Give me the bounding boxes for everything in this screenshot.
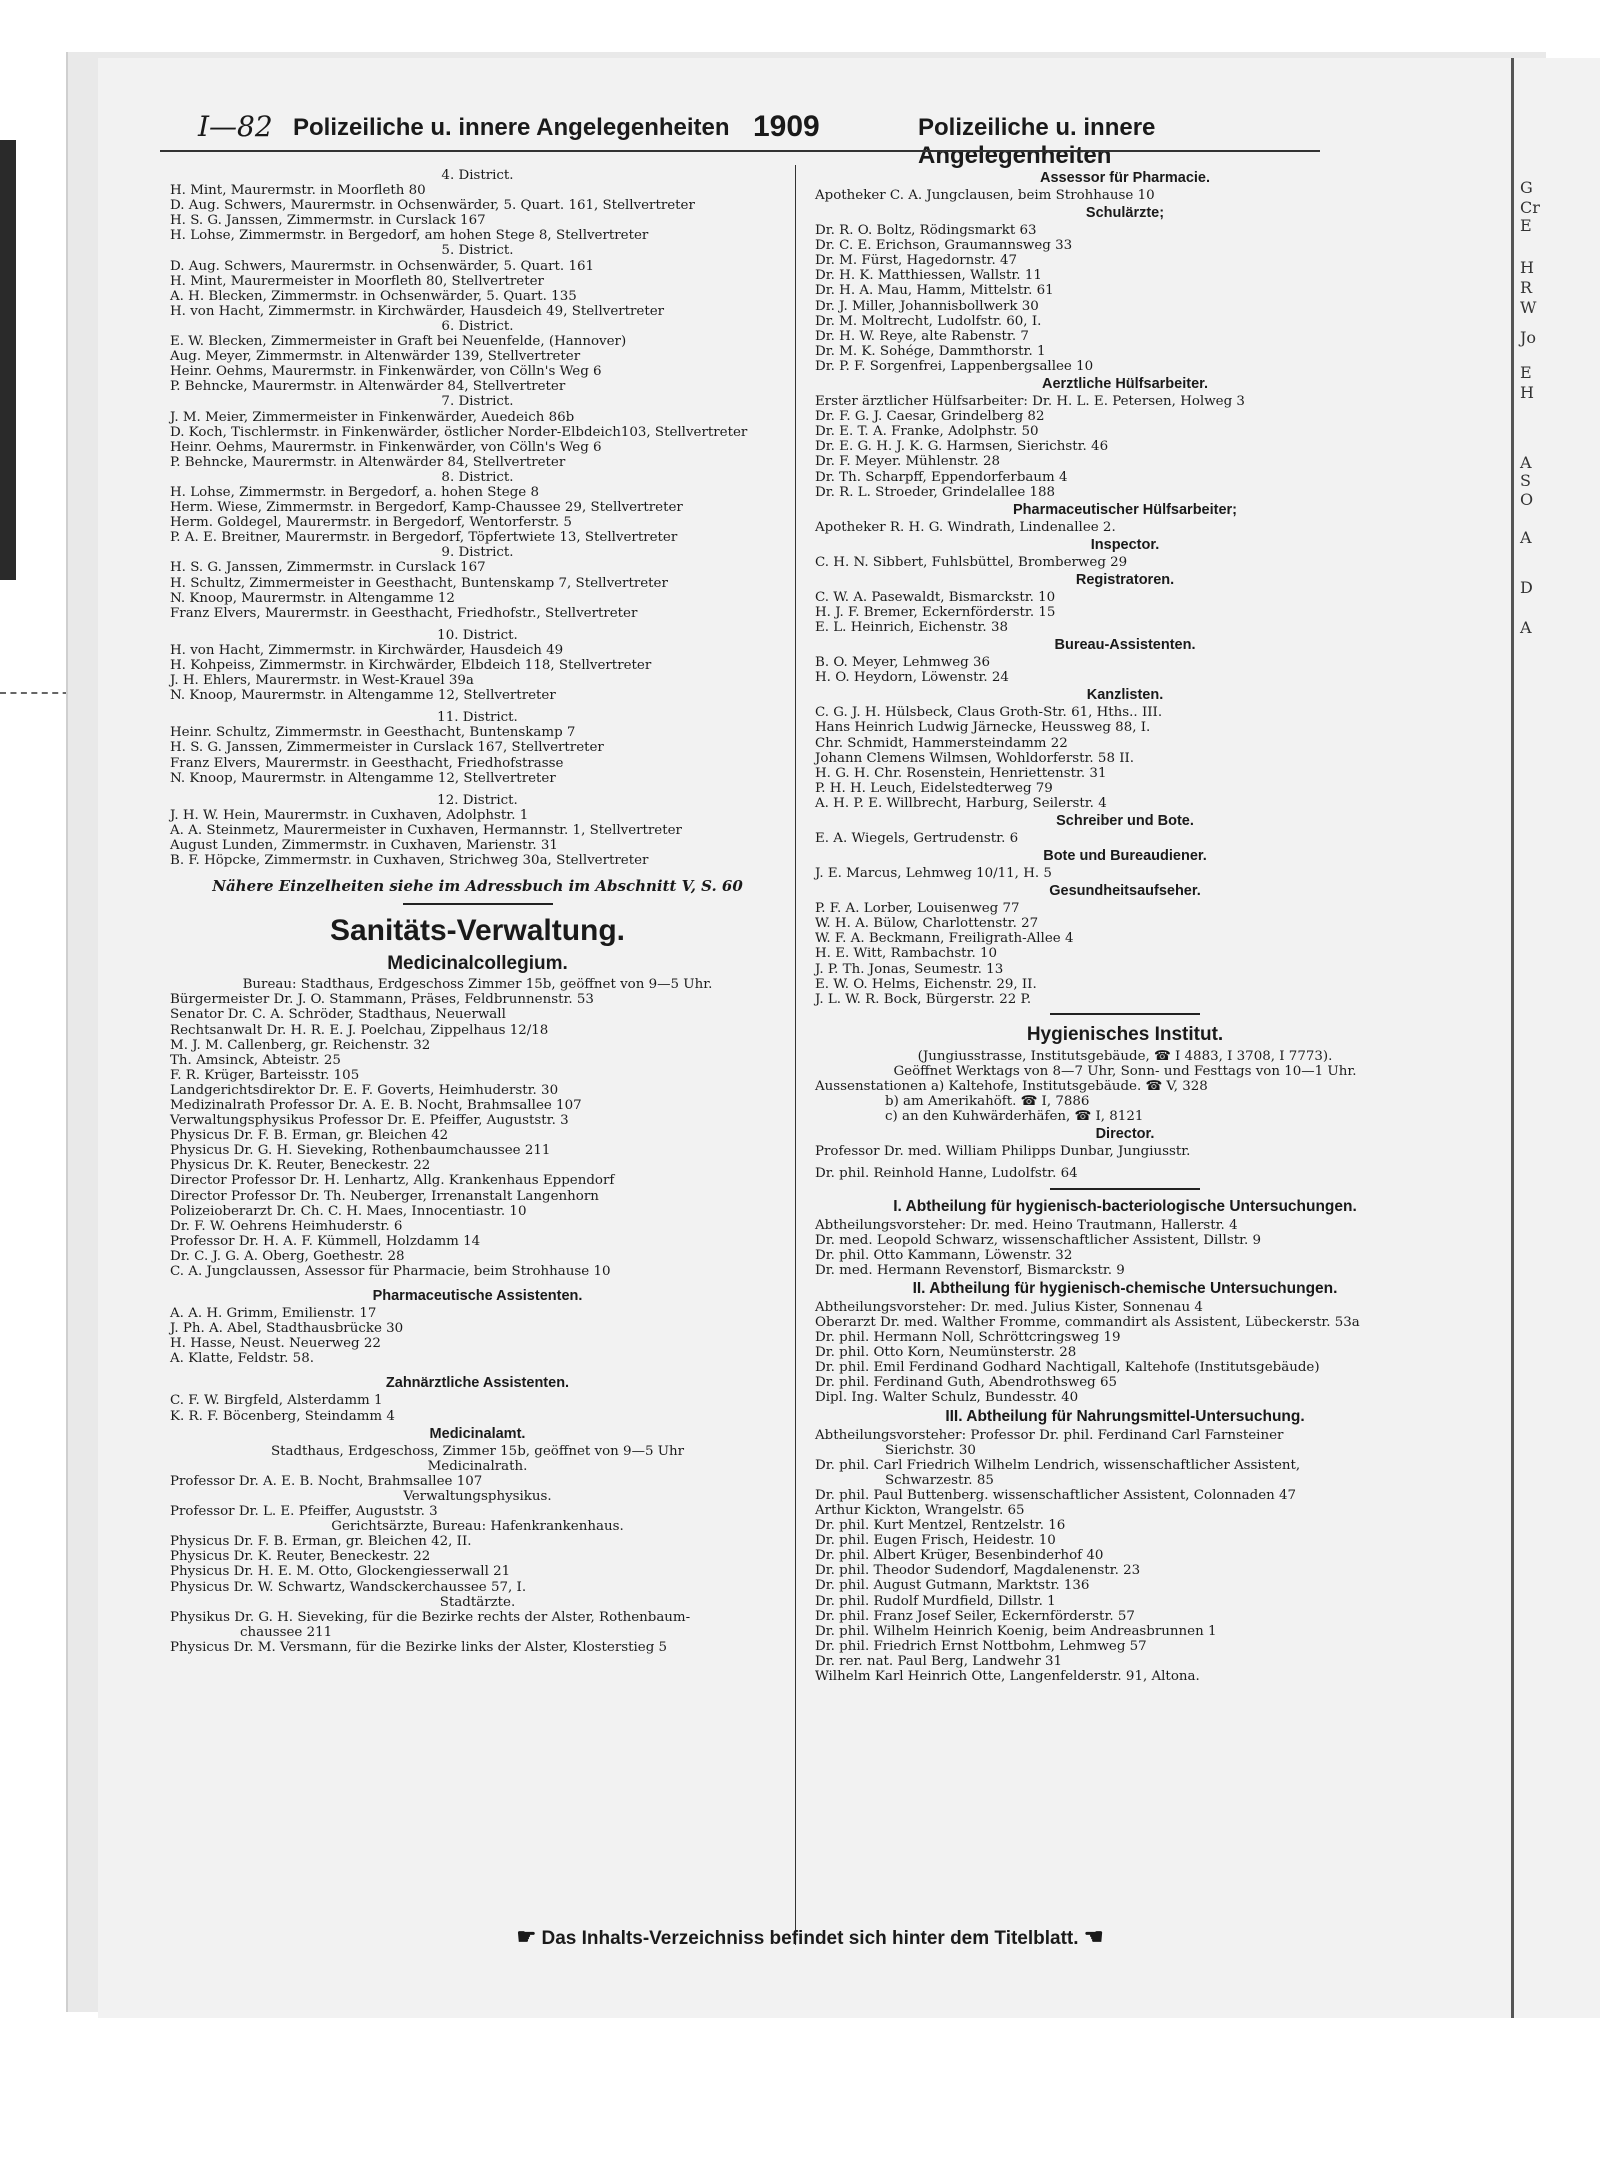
entry-line: Landgerichtsdirektor Dr. E. F. Goverts, Heimhuderstr. 30 [170,1082,559,1098]
entry-line: Dr. P. F. Sorgenfrei, Lappenbergsallee 10 [815,358,1094,374]
entry-line: Dr. phil. Otto Korn, Neumünsterstr. 28 [815,1345,1077,1361]
entry-line: P. F. A. Lorber, Louisenweg 77 [815,901,1020,917]
entry-line: C. W. A. Pasewaldt, Bismarckstr. 10 [815,589,1056,605]
entry-line: Senator Dr. C. A. Schröder, Stadthaus, Neuerwall [170,1007,506,1023]
district-heading: 10. District. [437,627,518,643]
entry-line: Chr. Schmidt, Hammersteindamm 22 [815,735,1068,751]
entry-line: H. Lohse, Zimmermstr. in Bergedorf, a. hohen Stege 8 [170,484,539,500]
entry-line: H. von Hacht, Zimmermstr. in Kirchwärder, Hausdeich 49 [170,642,564,658]
continuation-line: c) an den Kuhwärderhäfen, ☎ I, 8121 [885,1109,1144,1125]
department-heading: III. Abtheilung für Nahrungsmittel-Untersuchung. [945,1407,1305,1425]
pointing-hand-left-icon: ☛ [516,1924,537,1949]
continuation-line: b) am Amerikahöft. ☎ I, 7886 [885,1094,1090,1110]
entry-line: Dr. R. L. Stroeder, Grindelallee 188 [815,484,1056,500]
entry-line: H. Mint, Maurermstr. in Moorfleth 80 [170,183,426,199]
spacer [170,1366,785,1373]
entry-line: N. Knoop, Maurermstr. in Altengamme 12, Stellvertreter [170,770,556,786]
entry-line: D. Aug. Schwers, Maurermstr. in Ochsenwärder, 5. Quart. 161 [170,258,594,274]
entry-line: J. M. Meier, Zimmermeister in Finkenwärder, Auedeich 86b [170,409,575,425]
section-heading: Gesundheitsaufseher. [1049,883,1201,900]
entry-line: Dr. J. Miller, Johannisbollwerk 30 [815,298,1039,314]
margin-fragment: H [1520,383,1534,402]
entry-line: Physicus Dr. H. E. M. Otto, Glockengiesserwall 21 [170,1564,511,1580]
entry-line: K. R. F. Böcenberg, Steindamm 4 [170,1408,395,1424]
entry-line: Hans Heinrich Ludwig Järnecke, Heussweg 88, I. [815,720,1151,736]
right-column [815,168,1435,1684]
margin-fragment: S [1520,471,1531,490]
entry-line: Physikus Dr. G. H. Sieveking, für die Bezirke rechts der Alster, Rothenbaum- [170,1609,691,1625]
main-heading: Sanitäts-Verwaltung. [329,914,626,948]
entry-line: Franz Elvers, Maurermstr. in Geesthacht, Friedhofstrasse [170,755,564,771]
entry-line: Dr. M. Moltrecht, Ludolfstr. 60, I. [815,313,1042,329]
district-heading: 9. District. [441,545,514,561]
entry-line: H. O. Heydorn, Löwenstr. 24 [815,670,1009,686]
entry-line: Abtheilungsvorsteher: Dr. med. Heino Trautmann, Hallerstr. 4 [815,1217,1238,1233]
margin-fragment: A [1520,528,1532,547]
margin-fragment: Jo [1520,328,1537,347]
entry-line: H. Hasse, Neust. Neuerweg 22 [170,1336,381,1352]
subsection-heading: Verwaltungsphysikus. [403,1488,552,1504]
entry-line: C. A. Jungclaussen, Assessor für Pharmacie, beim Strohhause 10 [170,1264,611,1279]
entry-line: H. E. Witt, Rambachstr. 10 [815,946,998,962]
next-page-edge [1511,58,1600,2018]
entry-line: H. von Hacht, Zimmermstr. in Kirchwärder, Hausdeich 49, Stellvertreter [170,303,665,319]
margin-fragment: G [1520,178,1533,197]
institute-heading: Hygienisches Institut. [1026,1023,1224,1045]
entry-line: P. A. E. Breitner, Maurermstr. in Bergedorf, Töpfertwiete 13, Stellvertreter [170,530,678,546]
page-header [198,108,1318,169]
entry-line: Rechtsanwalt Dr. H. R. E. J. Poelchau, Zippelhaus 12/18 [170,1022,549,1038]
district-heading: Stadthaus, Erdgeschoss, Zimmer 15b, geöffnet von 9—5 Uhr [270,1443,685,1459]
district-heading: 11. District. [437,710,518,726]
spacer [815,1159,1435,1166]
entry-line: Dr. F. G. J. Caesar, Grindelberg 82 [815,409,1045,425]
entry-line: Dr. phil. Theodor Sudendorf, Magdalenenstr. 23 [815,1563,1141,1579]
entry-line: H. J. F. Bremer, Eckernförderstr. 15 [815,604,1056,620]
continuation-line: Schwarzestr. 85 [885,1472,994,1488]
entry-line: D. Koch, Tischlermstr. in Finkenwärder, östlicher Norder-Elbdeich103, Stellvertreter [170,424,748,440]
entry-line: E. A. Wiegels, Gertrudenstr. 6 [815,831,1019,846]
entry-line: Apotheker C. A. Jungclausen, beim Strohhause 10 [815,188,1155,203]
section-heading: Bote und Bureaudiener. [1043,848,1207,865]
year: 1909 [753,110,820,143]
entry-line: Dr. phil. Albert Krüger, Besenbinderhof 40 [815,1548,1104,1564]
section-heading: Pharmaceutische Assistenten. [372,1288,583,1305]
entry-line: Medizinalrath Professor Dr. A. E. B. Nocht, Brahmsallee 107 [170,1097,582,1113]
department-heading: I. Abtheilung für hygienisch-bacteriologische Untersuchungen. [893,1197,1357,1215]
entry-line: N. Knoop, Maurermstr. in Altengamme 12 [170,590,455,606]
entry-line: J. P. Th. Jonas, Seumestr. 13 [815,961,1004,977]
entry-line: Dr. phil. Carl Friedrich Wilhelm Lendrich, wissenschaftlicher Assistent, [815,1457,1301,1473]
entry-line: Herm. Wiese, Zimmermstr. in Bergedorf, Kamp-Chaussee 29, Stellvertreter [170,500,683,516]
entry-line: Polizeioberarzt Dr. Ch. C. H. Maes, Innocentiastr. 10 [170,1203,527,1219]
entry-line: H. S. G. Janssen, Zimmermstr. in Curslack 167 [170,213,486,229]
entry-line: Dr. E. T. A. Franke, Adolphstr. 50 [815,424,1039,440]
entry-line: Dr. phil. Ferdinand Guth, Abendrothsweg 65 [815,1375,1118,1391]
entry-line: Dr. phil. Friedrich Ernst Nottbohm, Lehmweg 57 [815,1638,1147,1654]
entry-line: C. F. W. Birgfeld, Alsterdamm 1 [170,1393,383,1409]
section-heading: Schulärzte; [1085,205,1165,222]
separator-rule [403,903,553,905]
margin-fragment: H [1520,258,1534,277]
entry-line: Dr. R. O. Boltz, Rödingsmarkt 63 [815,223,1037,239]
entry-line: C. H. N. Sibbert, Fuhlsbüttel, Bromberweg 29 [815,554,1128,570]
district-heading: 8. District. [441,469,514,485]
entry-line: J. H. W. Hein, Maurermstr. in Cuxhaven, Adolphstr. 1 [170,807,529,823]
spacer [170,703,785,710]
entry-line: Dipl. Ing. Walter Schulz, Bundesstr. 40 [815,1390,1079,1406]
entry-line: Dr. M. K. Sohége, Dammthorstr. 1 [815,343,1046,359]
book-spine [0,0,18,2177]
section-heading: Pharmaceutischer Hülfsarbeiter; [1012,501,1238,518]
entry-line: Professor Dr. H. A. F. Kümmell, Holzdamm 14 [170,1233,481,1249]
entry-line: Erster ärztlicher Hülfsarbeiter: Dr. H. L. E. Petersen, Holweg 3 [815,394,1245,410]
entry-line: Dr. E. G. H. J. K. G. Harmsen, Sierichstr. 46 [815,439,1109,455]
entry-line: Heinr. Oehms, Maurermstr. in Finkenwärder, von Cölln's Weg 6 [170,439,602,455]
entry-line: Dr. phil. August Gutmann, Marktstr. 136 [815,1578,1090,1594]
entry-line: C. G. J. H. Hülsbeck, Claus Groth-Str. 61, Hths.. III. [815,705,1163,721]
entry-line: A. H. Blecken, Zimmermstr. in Ochsenwärder, 5. Quart. 135 [170,288,577,304]
entry-line: Dr. phil. Kurt Mentzel, Rentzelstr. 16 [815,1518,1066,1534]
entry-line: Dr. M. Fürst, Hagedornstr. 47 [815,253,1018,269]
entry-line: Dr. H. K. Matthiessen, Wallstr. 11 [815,268,1042,284]
entry-line: D. Aug. Schwers, Maurermstr. in Ochsenwärder, 5. Quart. 161, Stellvertreter [170,198,695,214]
entry-line: H. Mint, Maurermeister in Moorfleth 80, Stellvertreter [170,273,544,289]
entry-line: P. H. H. Leuch, Eidelstedterweg 79 [815,780,1053,796]
entry-line: N. Knoop, Maurermstr. in Altengamme 12, Stellvertreter [170,688,556,704]
entry-line: A. A. H. Grimm, Emilienstr. 17 [170,1306,377,1322]
entry-line: Dr. phil. Hermann Noll, Schröttcringsweg 19 [815,1330,1121,1346]
entry-line: Dr. phil. Franz Josef Seiler, Eckernförderstr. 57 [815,1608,1135,1624]
entry-line: Physicus Dr. M. Versmann, für die Bezirke links der Alster, Klosterstieg 5 [170,1639,668,1655]
entry-line: H. Kohpeiss, Zimmermstr. in Kirchwärder, Elbdeich 118, Stellvertreter [170,658,652,673]
subsection-heading: Stadtärzte. [439,1594,516,1610]
entry-line: Johann Clemens Wilmsen, Wohldorferstr. 58 II. [815,750,1135,766]
entry-line: Oberarzt Dr. med. Walther Fromme, commandirt als Assistent, Lübeckerstr. 53a [815,1314,1360,1330]
entry-line: Dr. phil. Otto Kammann, Löwenstr. 32 [815,1247,1073,1263]
entry-line: F. R. Krüger, Barteisstr. 105 [170,1067,360,1083]
continuation-line: Sierichstr. 30 [885,1442,976,1458]
entry-line: Dr. Th. Scharpff, Eppendorferbaum 4 [815,469,1068,485]
entry-line: Dr. phil. Rudolf Murdfield, Dillstr. 1 [815,1593,1056,1609]
entry-line: E. L. Heinrich, Eichenstr. 38 [815,620,1008,636]
district-heading: 7. District. [441,394,514,410]
entry-line: Dr. phil. Emil Ferdinand Godhard Nachtigall, Kaltehofe (Institutsgebäude) [815,1360,1320,1376]
district-heading: 12. District. [437,792,518,808]
entry-line: P. Behncke, Maurermstr. in Altenwärder 84, Stellvertreter [170,454,566,470]
entry-line: Dr. F. W. Oehrens Heimhuderstr. 6 [170,1218,403,1234]
entry-line: Dr. phil. Eugen Frisch, Heidestr. 10 [815,1533,1056,1549]
page-number: I—82 [198,110,273,143]
entry-line: Wilhelm Karl Heinrich Otte, Langenfelderstr. 91, Altona. [815,1669,1200,1685]
pointing-hand-right-icon: ☚ [1083,1924,1104,1949]
sub-heading: Medicinalcollegium. [387,953,568,975]
entry-line: Dr. phil. Reinhold Hanne, Ludolfstr. 64 [815,1166,1078,1182]
margin-fragment: R [1520,278,1533,297]
section-heading: Bureau-Assistenten. [1054,637,1196,654]
margin-fragment: A [1520,453,1532,472]
separator-rule [1050,1013,1200,1015]
margin-fragment: Cr [1520,198,1540,217]
entry-line: Dr. phil. Wilhelm Heinrich Koenig, beim Andreasbrunnen 1 [815,1623,1217,1639]
district-heading: 4. District. [441,168,514,183]
margin-fragment: A [1520,618,1532,637]
entry-line: Dr. rer. nat. Paul Berg, Landwehr 31 [815,1653,1063,1669]
entry-line: Heinr. Oehms, Maurermstr. in Finkenwärder, von Cölln's Weg 6 [170,364,602,380]
entry-line: Physicus Dr. G. H. Sieveking, Rothenbaumchaussee 211 [170,1143,551,1159]
entry-line: B. F. Höpcke, Zimmermstr. in Cuxhaven, Strichweg 30a, Stellvertreter [170,853,649,869]
entry-line: W. H. A. Bülow, Charlottenstr. 27 [815,916,1039,932]
section-heading: Zahnärztliche Assistenten. [385,1375,570,1392]
entry-line: Dr. H. A. Mau, Hamm, Mittelstr. 61 [815,283,1054,299]
entry-line: Dr. C. E. Erichson, Graumannsweg 33 [815,238,1073,254]
column-divider [795,165,796,1945]
spine-band [0,140,16,580]
entry-line: A. Klatte, Feldstr. 58. [170,1351,314,1367]
entry-line: H. Schultz, Zimmermeister in Geesthacht, Buntenskamp 7, Stellvertreter [170,575,668,591]
entry-line: J. E. Marcus, Lehmweg 10/11, H. 5 [815,866,1052,882]
left-column [170,168,785,1655]
section-heading: Aerztliche Hülfsarbeiter. [1042,376,1208,393]
entry-line: B. O. Meyer, Lehmweg 36 [815,655,991,671]
entry-line: M. J. M. Callenberg, gr. Reichenstr. 32 [170,1037,431,1053]
section-heading: Registratoren. [1075,571,1175,588]
entry-line: Franz Elvers, Maurermstr. in Geesthacht, Friedhofstr., Stellvertreter [170,605,638,621]
entry-line: Bürgermeister Dr. J. O. Stammann, Präses, Feldbrunnenstr. 53 [170,992,594,1008]
entry-line: Dr. med. Leopold Schwarz, wissenschaftlicher Assistent, Dillstr. 9 [815,1232,1262,1248]
section-heading: Inspector. [1090,536,1160,553]
entry-line: P. Behncke, Maurermstr. in Altenwärder 84, Stellvertreter [170,379,566,395]
footer-text: Das Inhalts-Verzeichniss befindet sich hinter dem Titelblatt. [541,1928,1079,1949]
entry-line: Professor Dr. med. William Philipps Dunbar, Jungiusstr. [815,1144,1191,1160]
left-running-title: Polizeiliche u. innere Angelegenheiten [293,114,730,141]
entry-line: Director Professor Dr. H. Lenhartz, Allg. Krankenhaus Eppendorf [170,1173,615,1189]
section-heading: Assessor für Pharmacie. [1039,170,1211,186]
entry-line: H. S. G. Janssen, Zimmermeister in Curslack 167, Stellvertreter [170,740,604,756]
margin-fragment: O [1520,490,1534,509]
entry-line: W. F. A. Beckmann, Freiligrath-Allee 4 [815,931,1074,947]
entry-line: Abtheilungsvorsteher: Professor Dr. phil. Ferdinand Carl Farnsteiner [815,1427,1284,1443]
margin-fragment: D [1520,578,1533,597]
subsection-heading: Gerichtsärzte, Bureau: Hafenkrankenhaus. [331,1519,624,1535]
entry-line: H. S. G. Janssen, Zimmermstr. in Curslack 167 [170,560,486,576]
spacer [170,621,785,628]
section-heading: Director. [1095,1126,1155,1143]
entry-line: August Lunden, Zimmermstr. in Cuxhaven, Marienstr. 31 [170,838,558,854]
entry-line: J. Ph. A. Abel, Stadthausbrücke 30 [170,1321,404,1337]
header-rule [160,150,1320,152]
entry-line: Herm. Goldegel, Maurermstr. in Bergedorf, Wentorferstr. 5 [170,515,572,531]
entry-line: Physicus Dr. F. B. Erman, gr. Bleichen 42 [170,1128,449,1144]
district-heading: 5. District. [441,243,514,259]
spacer [170,786,785,793]
entry-line: Professor Dr. L. E. Pfeiffer, Auguststr. 3 [170,1504,438,1520]
entry-line: Dr. H. W. Reye, alte Rabenstr. 7 [815,328,1029,344]
cross-reference-note: Nähere Einzelheiten siehe im Adressbuch im Abschnitt V, S. 60 [212,877,743,896]
entry-line: Professor Dr. A. E. B. Nocht, Brahmsallee 107 [170,1473,483,1489]
entry-line: Dr. F. Meyer. Mühlenstr. 28 [815,454,1000,470]
entry-line: E. W. O. Helms, Eichenstr. 29, II. [815,976,1037,992]
margin-fragment: W [1520,298,1537,317]
section-heading: Schreiber und Bote. [1056,813,1194,829]
entry-line: Th. Amsinck, Abteistr. 25 [170,1052,341,1068]
margin-fragment: E [1520,216,1532,235]
entry-line: J. H. Ehlers, Maurermstr. in West-Krauel 39a [170,673,474,689]
entry-line: Physicus Dr. K. Reuter, Beneckestr. 22 [170,1158,431,1174]
continuation-line: chaussee 211 [240,1624,333,1640]
entry-line: H. Lohse, Zimmermstr. in Bergedorf, am hohen Stege 8, Stellvertreter [170,228,649,244]
entry-line: Physicus Dr. F. B. Erman, gr. Bleichen 42, II. [170,1534,472,1550]
entry-line: Dr. C. J. G. A. Oberg, Goethestr. 28 [170,1248,405,1264]
entry-line: Apotheker R. H. G. Windrath, Lindenallee 2. [815,519,1116,535]
entry-line: Director Professor Dr. Th. Neuberger, Irrenanstalt Langenhorn [170,1188,599,1204]
section-heading: Kanzlisten. [1086,687,1164,704]
entry-line: A. A. Steinmetz, Maurermeister in Cuxhaven, Hermannstr. 1, Stellvertreter [170,822,682,838]
district-heading: (Jungiusstrasse, Institutsgebäude, ☎ I 4883, I 3708, I 7773). [917,1048,1333,1064]
district-heading: Bureau: Stadthaus, Erdgeschoss Zimmer 15b, geöffnet von 9—5 Uhr. [242,977,713,993]
entry-line: A. H. P. E. Willbrecht, Harburg, Seilerstr. 4 [815,795,1107,811]
section-heading: Medicinalamt. [429,1425,526,1442]
entry-line: Abtheilungsvorsteher: Dr. med. Julius Kister, Sonnenau 4 [815,1299,1203,1315]
department-heading: II. Abtheilung für hygienisch-chemische Untersuchungen. [912,1279,1338,1297]
entry-line: Physicus Dr. K. Reuter, Beneckestr. 22 [170,1549,431,1565]
spacer [170,868,785,875]
entry-line: Dr. med. Hermann Revenstorf, Bismarckstr. 9 [815,1262,1125,1278]
entry-line: Heinr. Schultz, Zimmermstr. in Geesthacht, Buntenskamp 7 [170,725,576,741]
district-heading: Geöffnet Werktags von 8—7 Uhr, Sonn- und Festtags von 10—1 Uhr. [893,1063,1357,1079]
entry-line: J. L. W. R. Bock, Bürgerstr. 22 P. [815,991,1032,1007]
entry-line: Physicus Dr. W. Schwartz, Wandsckerchaussee 57, I. [170,1579,527,1595]
entry-line: E. W. Blecken, Zimmermeister in Graft bei Neuenfelde, (Hannover) [170,334,627,350]
entry-line: H. G. H. Chr. Rosenstein, Henriettenstr. 31 [815,765,1107,781]
entry-line: Arthur Kickton, Wrangelstr. 65 [815,1503,1025,1518]
spacer [170,1279,785,1286]
district-heading: 6. District. [441,318,514,334]
entry-line: Aussenstationen a) Kaltehofe, Institutsgebäude. ☎ V, 328 [815,1079,1208,1095]
entry-line: Verwaltungsphysikus Professor Dr. E. Pfeiffer, Auguststr. 3 [170,1113,569,1129]
right-running-title: Polizeiliche u. innere Angelegenheiten [918,114,1156,169]
entry-line: Dr. phil. Paul Buttenberg. wissenschaftlicher Assistent, Colonnaden 47 [815,1487,1297,1503]
footer-note [410,1924,1210,1950]
subsection-heading: Medicinalrath. [427,1458,528,1474]
separator-rule [1050,1188,1200,1190]
margin-fragment: E [1520,363,1532,382]
entry-line: Aug. Meyer, Zimmermstr. in Altenwärder 139, Stellvertreter [170,349,581,365]
